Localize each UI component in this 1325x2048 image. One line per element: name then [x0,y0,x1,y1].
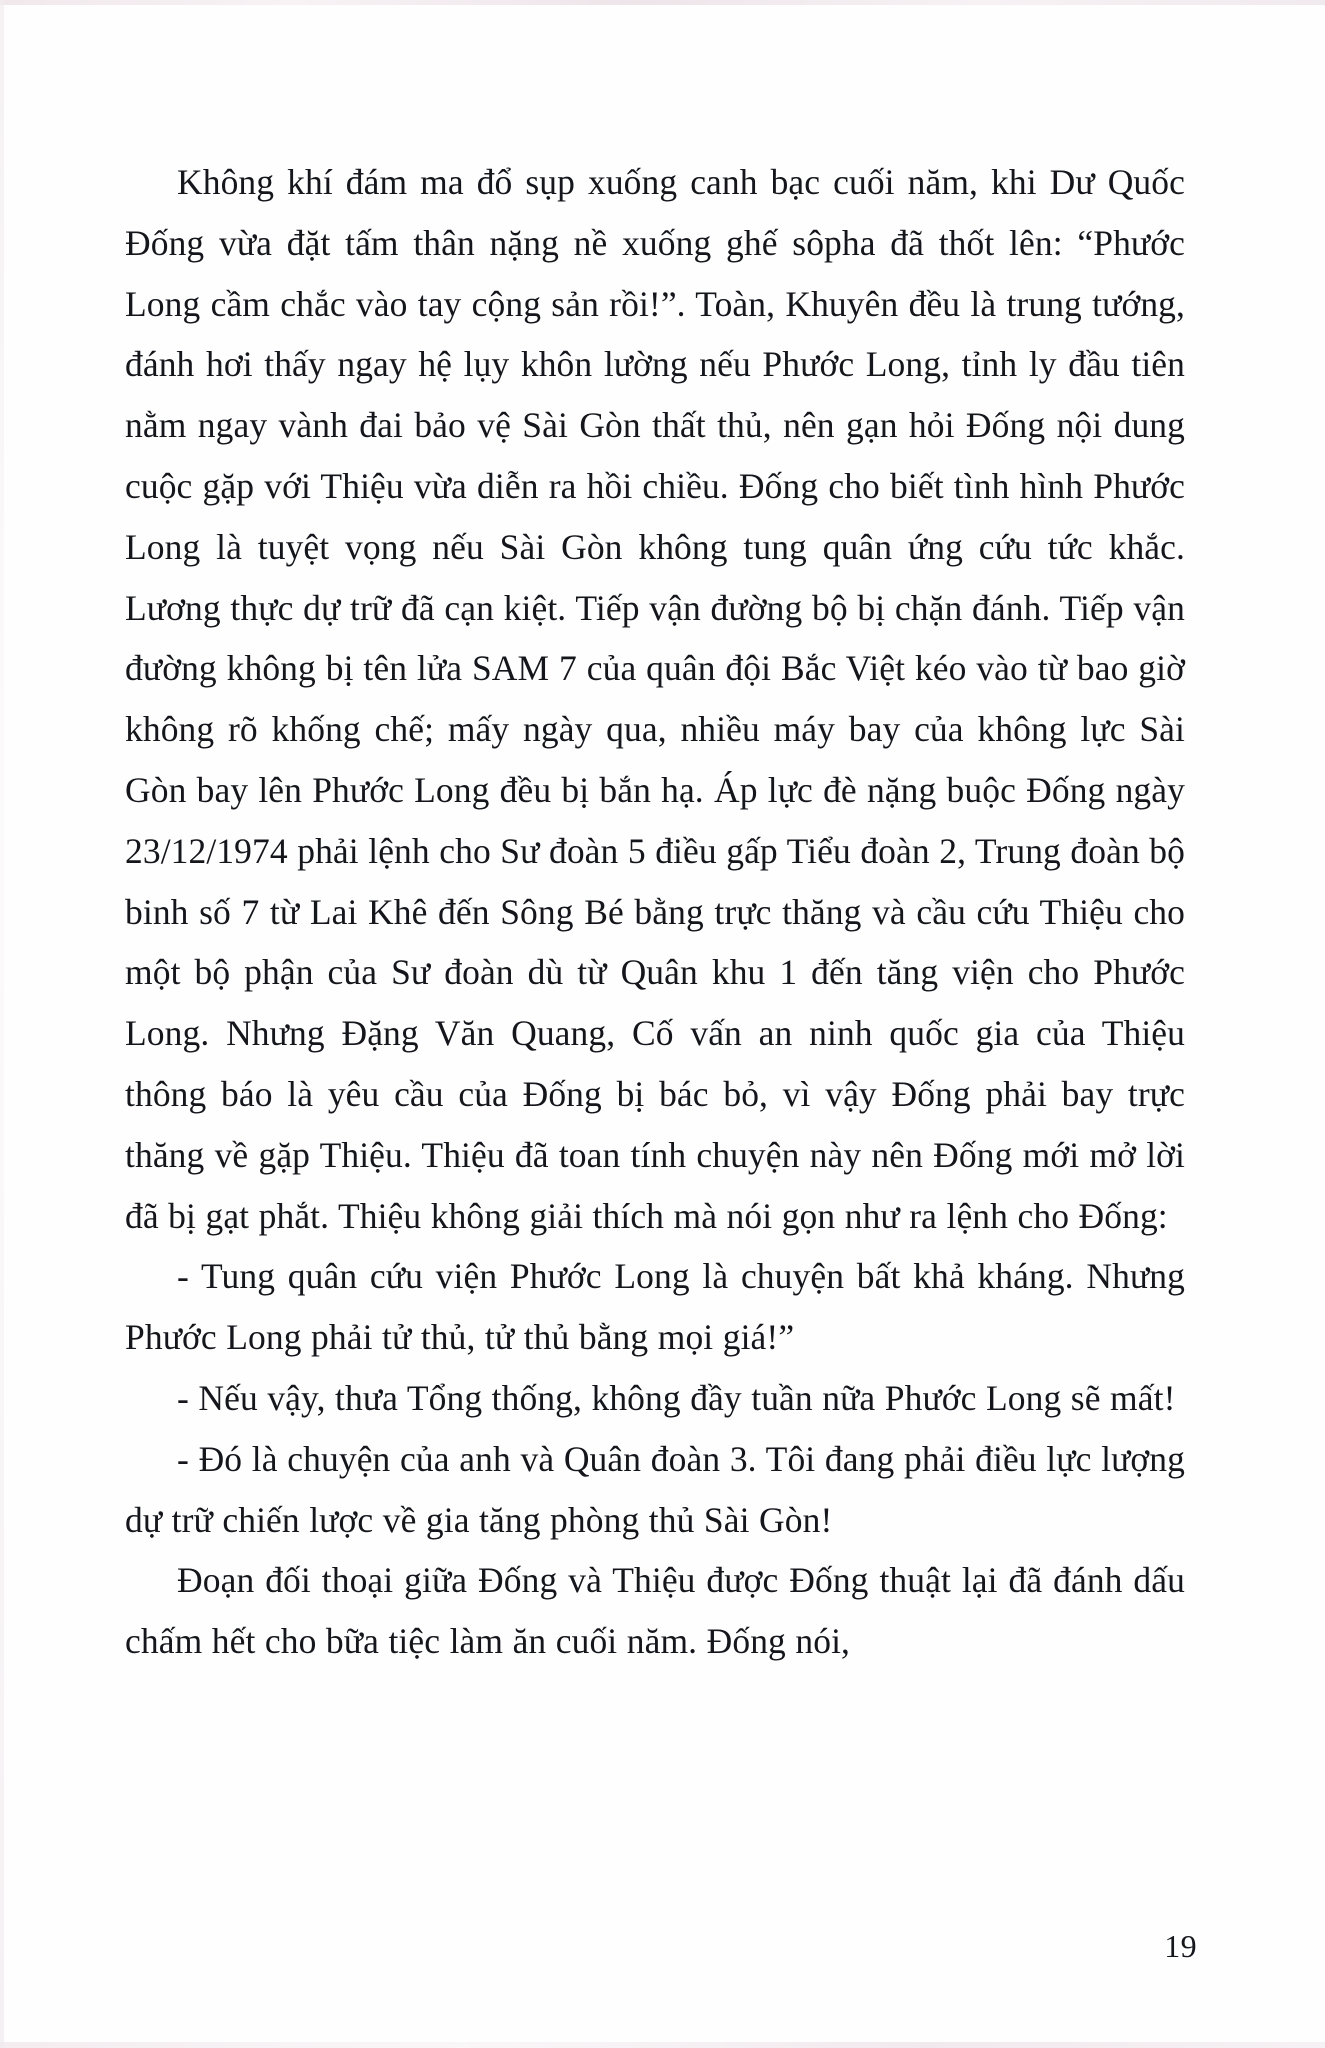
scan-edge-left [0,0,4,2048]
paragraph: Đoạn đối thoại giữa Đống và Thiệu được Đống thuật lại đã đánh dấu chấm hết cho bữa tiệc làm ăn cuối năm. Đống nói, [125,1560,1185,1662]
paragraph: Không khí đám ma đổ sụp xuống canh bạc cuối năm, khi Dư Quốc Đống vừa đặt tấm thân nặng nề xuống ghế sôpha đã thốt lên: “Phước Long cầm chắc vào tay cộng sản rồi!”. Toàn, Khuyên đều là trung tướng, đánh hơi thấy ngay hệ lụy khôn lường nếu Phước Long, tỉnh ly đầu tiên nằm ngay vành đai bảo vệ Sài Gòn thất thủ, nên gạn hỏi Đống nội dung cuộc gặp với Thiệu vừa diễn ra hồi chiều. Đống cho biết tình hình Phước Long là tuyệt vọng nếu Sài Gòn không tung quân ứng cứu tức khắc. Lương thực dự trữ đã cạn kiệt. Tiếp vận đường bộ bị chặn đánh. Tiếp vận đường không bị tên lửa SAM 7 của quân đội Bắc Việt kéo vào từ bao giờ không rõ khống chế; mấy ngày qua, nhiều máy bay của không lực Sài Gòn bay lên Phước Long đều bị bắn hạ. Áp lực đè nặng buộc Đống ngày 23/12/1974 phải lệnh cho Sư đoàn 5 điều gấp Tiểu đoàn 2, Trung đoàn bộ binh số 7 từ Lai Khê đến Sông Bé bằng trực thăng và cầu cứu Thiệu cho một bộ phận của Sư đoàn dù từ Quân khu 1 đến tăng viện cho Phước Long. Nhưng Đặng Văn Quang, Cố vấn an ninh quốc gia của Thiệu thông báo là yêu cầu của Đống bị bác bỏ, vì vậy Đống phải bay trực thăng về gặp Thiệu. Thiệu đã toan tính chuyện này nên Đống mới mở lời đã bị gạt phắt. Thiệu không giải thích mà nói gọn như ra lệnh cho Đống: [125,162,1185,1236]
body-text-block [125,152,1185,1672]
scan-edge-bottom [0,2042,1325,2048]
page-number: 19 [1164,1928,1197,1964]
paragraph: - Tung quân cứu viện Phước Long là chuyện bất khả kháng. Nhưng Phước Long phải tử thủ, tử thủ bằng mọi giá!” [125,1256,1185,1358]
paragraph: - Đó là chuyện của anh và Quân đoàn 3. Tôi đang phải điều lực lượng dự trữ chiến lược về gia tăng phòng thủ Sài Gòn! [125,1438,1185,1540]
paragraph: - Nếu vậy, thưa Tổng thống, không đầy tuần nữa Phước Long sẽ mất! [177,1377,1176,1418]
scan-edge-top [0,0,1325,5]
